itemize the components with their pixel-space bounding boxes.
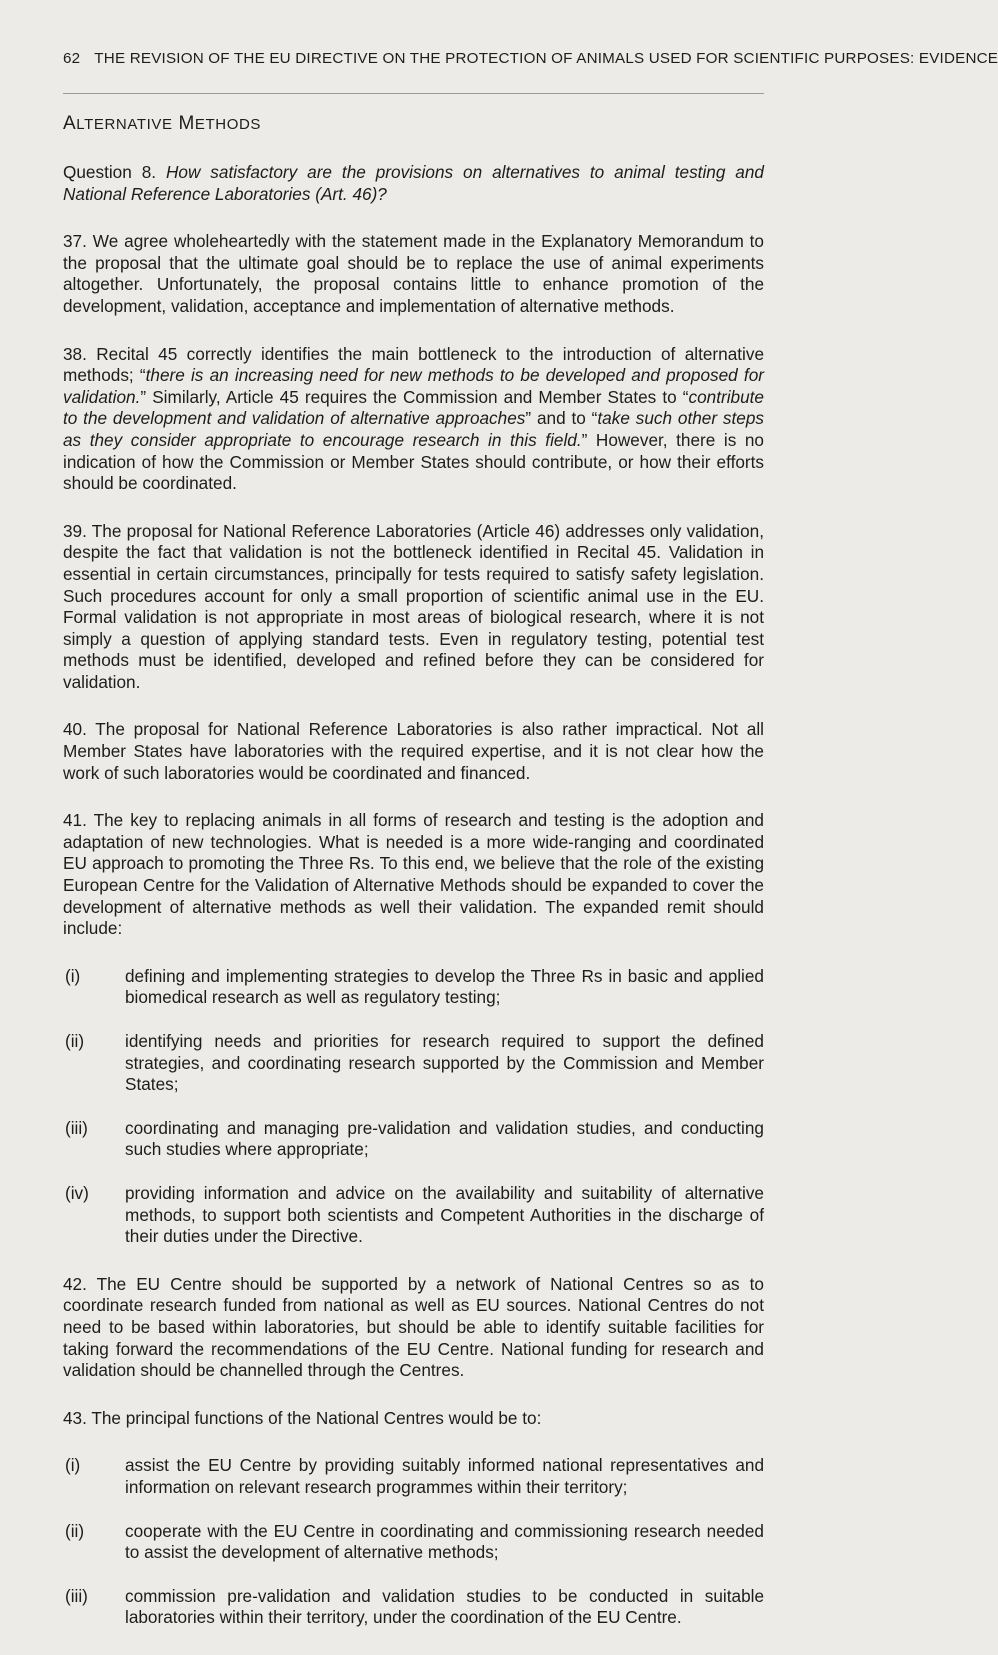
running-title: THE REVISION OF THE EU DIRECTIVE ON THE PROTECTION OF ANIMALS USED FOR SCIENTIFIC PURPOSES: EVIDENCE (94, 50, 998, 67)
list-item: (ii) identifying needs and priorities for research required to support the defined strategies, and coordinating research supported by the Commission and Member States; (65, 1031, 764, 1095)
list-item: (i) defining and implementing strategies to develop the Three Rs in basic and applied biomedical research as well as regulatory testing; (65, 965, 764, 1008)
paragraph-41: 41. The key to replacing animals in all forms of research and testing is the adoption and adaptation of new technologies. What is needed is a more wide-ranging and coordinated EU approach to promoting the Three Rs. To this end, we believe that the role of the existing European Centre for the Validation of Alternative Methods should be expanded to cover the development of alternative methods as well their validation. The expanded remit should include: (63, 810, 764, 939)
paragraph-43: 43. The principal functions of the National Centres would be to: (63, 1407, 542, 1428)
header-rule (63, 93, 764, 94)
list-41 (63, 966, 764, 1248)
list-item: (iii) commission pre-validation and validation studies to be conducted in suitable laboratories within their territory, under the coordination of the EU Centre. (65, 1585, 764, 1628)
question-8: Question 8. How satisfactory are the provisions on alternatives to animal testing and National Reference Laboratories (Art. 46)? (63, 162, 764, 204)
paragraph-39: 39. The proposal for National Reference Laboratories (Article 46) addresses only validation, despite the fact that validation is not the bottleneck identified in Recital 45. Validation in essential in certain circumstances, principally for tests required to satisfy safety legislation. Such procedures account for only a small proportion of scientific animal use in the EU. Formal validation is not appropriate in most areas of biological research, where it is not simply a question of applying standard tests. Even in regulatory testing, potential test methods must be identified, developed and refined before they can be considered for validation. (63, 520, 764, 692)
section-title: ALTERNATIVE METHODS (63, 113, 262, 134)
list-item: (i) assist the EU Centre by providing suitably informed national representatives and information on relevant research programmes within their territory; (65, 1455, 764, 1497)
list-43 (63, 1455, 764, 1629)
page-number: 62 (63, 50, 81, 67)
paragraph-42: 42. The EU Centre should be supported by a network of National Centres so as to coordinate research funded from national as well as EU sources. National Centres do not need to be based within laboratories, but should be able to identify suitable facilities for taking forward the recommendations of the EU Centre. National funding for research and validation should be channelled through the Centres. (63, 1273, 764, 1381)
list-item: (ii) cooperate with the EU Centre in coordinating and commissioning research needed to assist the development of alternative methods; (65, 1520, 764, 1563)
body-text (63, 162, 764, 1655)
paragraph-37: 37. We agree wholeheartedly with the statement made in the Explanatory Memorandum to the proposal that the ultimate goal should be to replace the use of animal experiments altogether. Unfortunately, the proposal contains little to enhance promotion of the development, validation, acceptance and implementation of alternative methods. (63, 231, 764, 316)
paragraph-38: 38. Recital 45 correctly identifies the main bottleneck to the introduction of alternative methods; “there is an increasing need for new methods to be developed and proposed for validation.” Similarly, Article 45 requires the Commission and Member States to “contribute to the development and validation of alternative approaches” and to “take such other steps as they consider appropriate to encourage research in this field.” However, there is no indication of how the Commission or Member States should contribute, or how their efforts should be coordinated. (63, 343, 764, 494)
list-item: (iii) coordinating and managing pre-validation and validation studies, and conducting such studies where appropriate; (65, 1117, 764, 1160)
paragraph-40: 40. The proposal for National Reference Laboratories is also rather impractical. Not all Member States have laboratories with the required expertise, and it is not clear how the work of such laboratories would be coordinated and financed. (63, 719, 764, 783)
list-item: (iv) providing information and advice on the availability and suitability of alternative methods, to support both scientists and Competent Authorities in the discharge of their duties under the Directive. (65, 1182, 764, 1247)
running-header (63, 50, 998, 67)
